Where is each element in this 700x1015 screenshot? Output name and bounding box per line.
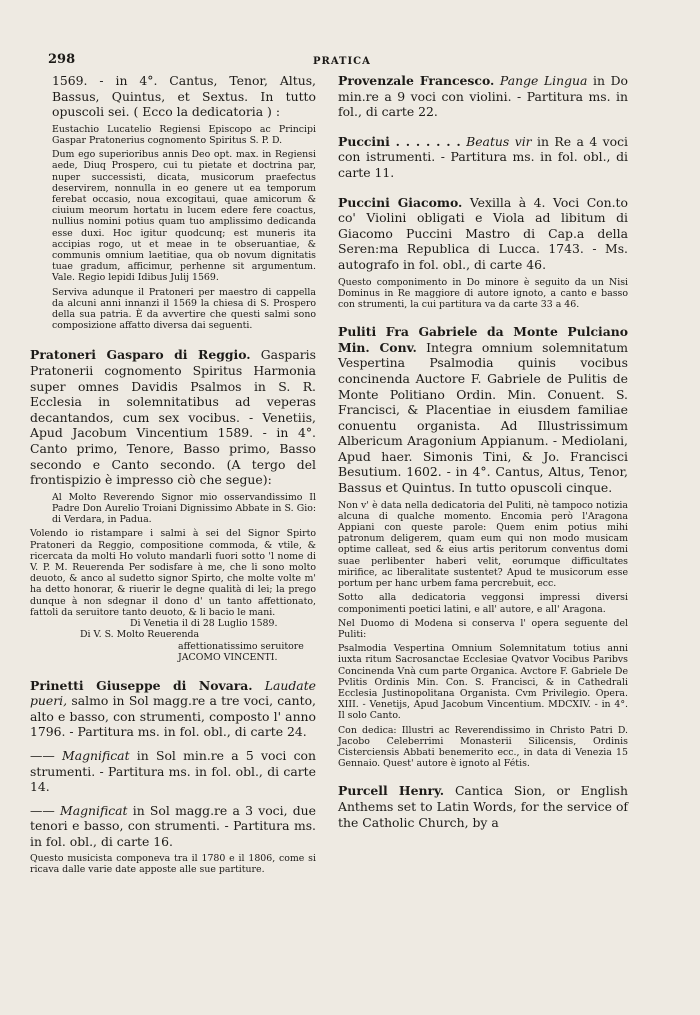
entry-heading: Puccini . . . . . . .: [338, 133, 461, 149]
dedication-body: Dum ego superioribus annis Deo opt. max. in Regiensi aede, Diuq Prospero, cui tu pietate et doctrina par, nuper successisti, dicata, musicorum praefectus deservirem, nonnulla in eo genere ut ea temporum ferebat occasio, noua excogitaui, quae amicorum & ciuium meorum hortatu in lucem edere fere coactus, nullius nomini potius quam tuo amplissimo dedicanda esse duxi. Hoc igitur quodcunq; est muneris ita accipias rogo, ut et meae in te obseruantiae, & communis omnium laetitiae, qua ob novum dignitatis tuae gradum, afficimur, perhenne sit argumentum. Vale. Regio lepidi Idibus Julij 1569.: [52, 149, 316, 284]
work-title: Magnificat: [54, 802, 128, 818]
dedication-address: Al Molto Reverendo Signor mio osservandissimo Il Padre Don Aurelio Troiani Dignissimo Abbate in S. Gio: di Verdara, in Padua.: [52, 491, 316, 526]
entry-heading: Prinetti Giuseppe di Novara.: [30, 677, 253, 693]
entry-continuation: 1569. - in 4°. Cantus, Tenor, Altus, Bassus, Quintus, et Sextus. In tutto opuscoli sei. ( Ecco la dedicatoria ) :: [52, 73, 316, 120]
page-number: 298: [48, 52, 76, 67]
right-column: [338, 73, 628, 830]
ditto-dash: ——: [30, 802, 55, 818]
catalog-entry: [338, 134, 628, 181]
letter-signature-name: JACOMO VINCENTI.: [178, 652, 278, 664]
entry-text: in Do min.re a 9 voci con violini. - Partitura ms. in fol., di carte 22.: [338, 73, 629, 120]
left-column: [30, 73, 316, 875]
letter-salutation: Di V. S. Molto Reuerenda: [80, 629, 200, 641]
letter-signature-line: affettionatissimo seruitore: [178, 640, 304, 652]
catalog-entry: [338, 783, 628, 830]
entry-note: Non v' è data nella dedicatoria del Puliti, nè tampoco notizia alcuna di qualche momento. Encomia però l'Aragona Appiani con queste parole: Quem enim potius mihi patronum deligerem, quam eum qui non modo musicam optime calleat, sed & eius artis peritorum conventus domi suae perlibenter haberi velit, eorumque difficultates mirifice, ac liberalitate sustentet? Apud te musicorum esse portum per hanc urbem fama percrebuit, ecc.: [338, 499, 628, 590]
entry-heading: Puliti Fra Gabriele da Monte Pulciano Min. Conv.: [338, 324, 628, 355]
ditto-dash: ——: [30, 748, 55, 764]
entry-text: in Sol magg.re a 3 voci, due tenori e basso, con strumenti. - Partitura ms. in fol. obl., di carte 16.: [30, 802, 316, 849]
catalog-entry: [30, 748, 316, 795]
catalog-entry: [30, 347, 316, 487]
entry-note: Serviva adunque il Pratoneri per maestro di cappella da alcuni anni innanzi il 1569 la chiesa di S. Prospero della sua patria. È da avvertire che questi salmi sono composizione affatto diversa dai seguenti.: [52, 286, 316, 332]
catalog-entry: [338, 195, 628, 273]
entry-text: salmo in Sol magg.re a tre voci, canto, alto e basso, con strumenti, composto l' anno 1796. - Partitura ms. in fol. obl., di carte 24.: [30, 693, 316, 740]
dedication-letter: Volendo io ristampare i salmi à sei del Signor Spirto Pratoneri da Reggio, compositione commoda, & vtile, & ricercata da molti Ho voluto mandarli fuori sotto 'l nome di V. P. M. Reuerenda Per sodisfare à me, che li sono molto deuoto, & anco al sudetto signor Spirto, che molte volte m' ha detto honorar, & riuerir le degne qualità di lei; la prego dunque à non sdegnar il dono d' un tanto affettionato, fattoli da seruitore tanto deuoto, & li bacio le mani.: [30, 528, 316, 618]
catalog-entry: [30, 678, 316, 740]
catalog-entry: [338, 324, 628, 496]
entry-note: Questo componimento in Do minore è seguito da un Nisi Dominus in Re maggiore di autore ignoto, a canto e basso con strumenti, la cui partitura va da carte 33 a 46.: [338, 276, 628, 310]
entry-note: Sotto alla dedicatoria veggonsi impressi diversi componimenti poetici latini, e all' autore, e all' Aragona.: [338, 592, 628, 615]
dedication-heading: Eustachio Lucatelio Regiensi Episcopo ac Principi Gaspar Pratonerius cognomento Spiritus S. P. D.: [52, 123, 316, 146]
entry-note: Con dedica: Illustri ac Reverendissimo in Christo Patri D. Jacobo Celeberrimi Monasterii Silicensis, Ordinis Cisterciensis Abbati benemerito ecc., in data di Venezia 15 Gennaio. Quest' autore è ignoto al Fétis.: [338, 724, 628, 770]
entry-note: Nel Duomo di Modena si conserva l' opera seguente del Puliti:: [338, 617, 628, 640]
entry-note: Questo musicista componeva tra il 1780 e il 1806, come si ricava dalle varie date apposte alle sue partiture.: [30, 852, 316, 875]
work-title: Laudate pueri,: [30, 677, 317, 709]
work-title: Pange Lingua: [494, 73, 588, 88]
entry-text: Vexilla à 4. Voci Con.to co' Violini obligati e Viola ad libitum di Giacomo Puccini Mastro di Cap.a della Seren:ma Republica di Lucca. 1743. - Ms. autografo in fol. obl., di carte 46.: [338, 194, 628, 272]
entry-heading: Purcell Henry.: [338, 783, 445, 799]
entry-text: in Sol min.re a 5 voci con strumenti. - Partitura ms. in fol. obl., di carte 14.: [30, 748, 316, 795]
entry-text: Cantica Sion, or English Anthems set to Latin Words, for the service of the Catholic Church, by a: [338, 783, 628, 830]
running-title: PRATICA: [313, 56, 371, 67]
catalog-entry: [338, 73, 628, 120]
entry-text: Integra omnium solemnitatum Vespertina Psalmodia quinis vocibus concinenda Auctore F. Gabriele de Pulitis de Monte Politiano Ordin. Min. Conuent. S. Francisci, & Placentiae in eiusdem familiae conuentu organista. Ad Illustrissimum Albericum Aragonium Appianum. - Mediolani, Apud haer. Simonis Tini, & Jo. Francisci Besutium. 1602. - in 4°. Cantus, Altus, Tenor, Bassus et Quintus. In tutto opuscoli cinque.: [338, 339, 628, 496]
entry-heading: Puccini Giacomo.: [338, 194, 463, 210]
entry-heading: Provenzale Francesco.: [338, 73, 495, 88]
letter-date: Di Venetia il di 28 Luglio 1589.: [130, 618, 278, 630]
entry-text: Gasparis Pratonerii cognomento Spiritus Harmonia super omnes Davidis Psalmos in S. R. Ecclesia in solemnitatibus ad veperas decantandos, cum sex vocibus. - Venetiis, Apud Jacobum Vincentium 1589. - in 4°. Canto primo, Tenore, Basso primo, Basso secondo e Canto secondo. (A tergo del frontispizio è impresso ciò che segue):: [30, 347, 316, 488]
entry-heading: Pratoneri Gasparo di Reggio.: [30, 347, 251, 363]
work-title: Beatus vir: [460, 133, 532, 149]
entry-text: in Re a 4 voci con istrumenti. - Partitura ms. in fol. obl., di carte 11.: [338, 133, 628, 180]
entry-note: Psalmodia Vespertina Omnium Solemnitatum totius anni iuxta ritum Sacrosanctae Ecclesiae Qvatvor Vocibus Paribvs Concinenda Vnà cum parte Organica. Avctore F. Gabriele De Pvlitis Ordinis Min. Con. S. Francisci, & in Cathedrali Ecclesia Justinopolitana Organista. Cvm Privilegio. Opera. XIII. - Venetijs, Apud Jacobum Vincentium. MDCXIV. - in 4°. Il solo Canto.: [338, 643, 628, 722]
work-title: Magnificat: [54, 748, 130, 764]
catalog-entry: [30, 803, 316, 850]
